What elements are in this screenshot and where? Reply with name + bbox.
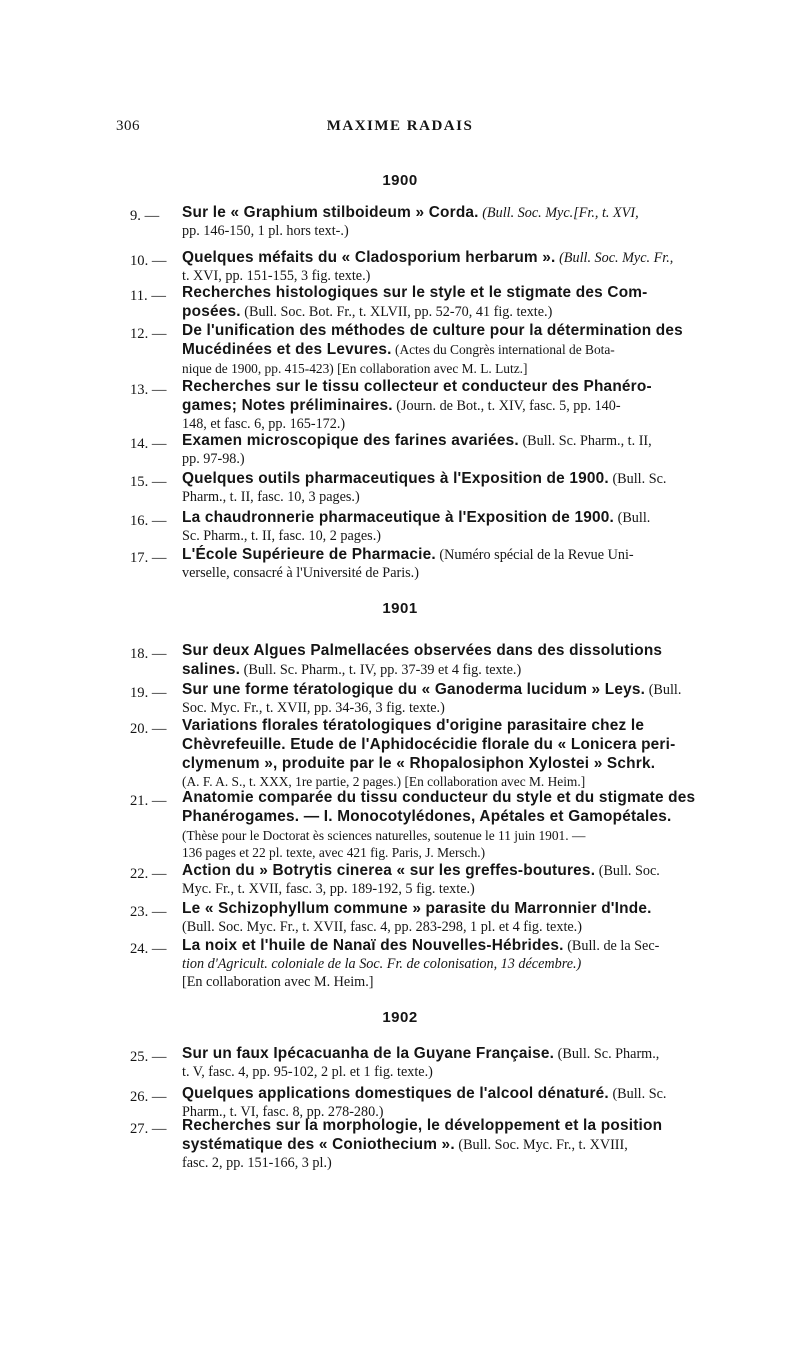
entry-reference: (Bull. [645,682,682,698]
entry-reference: (Bull. Soc. Myc. Fr., [555,250,674,266]
entry-reference: pp. 97-98.) [182,450,245,467]
entry-title: systématique des « Coniothecium ». [182,1135,455,1153]
entry-title: Recherches sur le tissu collecteur et conducteur des Phanéro- [182,378,652,395]
entry-reference: 136 pages et 22 pl. texte, avec 421 fig. Paris, J. Mersch.) [182,845,486,861]
entry-reference: t. XVI, pp. 151-155, 3 fig. texte.) [182,267,371,284]
entry-reference: verselle, consacré à l'Université de Paris.) [182,564,419,581]
entry-title: Recherches sur la morphologie, le développement et la position [182,1117,663,1134]
entry-number: 27. — [130,1121,167,1137]
bibliography-entry-25 [130,1045,738,1082]
entry-number: 18. — [130,646,167,662]
entry-reference: (Bull. Sc. Pharm., t. IV, pp. 37-39 et 4 fig. texte.) [240,661,522,678]
entry-title: salines. [182,660,241,678]
entry-title: Quelques outils pharmaceutiques à l'Exposition de 1900. [182,470,609,487]
entry-reference: Soc. Myc. Fr., t. XVII, pp. 34-36, 3 fig. texte.) [182,699,445,716]
entry-title: Variations florales tératologiques d'origine parasitaire chez le [182,717,645,734]
bibliography-entry-14 [130,432,738,469]
entry-reference: (Thèse pour le Doctorat ès sciences naturelles, soutenue le 11 juin 1901. — [182,827,586,843]
entry-reference: (Bull. de la Sec- [563,938,660,954]
entry-reference: Myc. Fr., t. XVII, fasc. 3, pp. 189-192, 5 fig. texte.) [182,880,475,897]
bibliography-entry-13 [130,378,738,433]
entry-title: Sur une forme tératologique du « Ganoderma lucidum » Leys. [182,681,646,698]
entry-reference: (Bull. Soc. Myc. Fr., t. XVII, fasc. 4, pp. 283-298, 1 pl. et 4 fig. texte.) [182,918,582,935]
entry-number: 22. — [130,866,167,882]
entry-reference: t. V, fasc. 4, pp. 95-102, 2 pl. et 1 fig. texte.) [182,1063,433,1080]
entry-reference: fasc. 2, pp. 151-166, 3 pl.) [182,1154,332,1171]
running-title: MAXIME RADAIS [326,118,474,134]
entry-reference: (Bull. Soc. Myc.[Fr., t. XVI, [478,205,639,221]
year-heading-1901: 1901 [382,600,418,617]
entry-reference: (Numéro spécial de la Revue Uni- [435,547,634,563]
entry-number: 17. — [130,550,167,566]
entry-number: 24. — [130,941,167,957]
entry-title: Le « Schizophyllum commune » parasite du Marronnier d'Inde. [182,900,652,917]
entry-title: Sur le « Graphium stilboideum » Corda. [182,204,479,221]
entry-title: games; Notes préliminaires. [182,396,393,414]
page-number: 306 [116,118,140,134]
bibliography-entry-22 [130,862,738,899]
entry-number: 10. — [130,253,167,269]
entry-title: La chaudronnerie pharmaceutique à l'Exposition de 1900. [182,509,615,526]
entry-reference: (A. F. A. S., t. XXX, 1re partie, 2 pages.) [En collaboration avec M. Heim.] [182,774,586,790]
entry-title: Action du » Botrytis cinerea « sur les greffes-boutures. [182,862,596,879]
bibliography-entry-12 [130,322,738,377]
entry-title: Sur un faux Ipécacuanha de la Guyane Française. [182,1045,555,1062]
entry-reference: Sc. Pharm., t. II, fasc. 10, 2 pages.) [182,527,381,544]
entry-number: 23. — [130,904,167,920]
bibliography-entry-9 [130,204,738,241]
entry-title: Sur deux Algues Palmellacées observées dans des dissolutions [182,642,663,659]
entry-title: Examen microscopique des farines avariées. [182,432,519,449]
entry-reference: (Bull. Sc. Pharm., t. II, [518,433,652,449]
entry-number: 25. — [130,1049,167,1065]
entry-reference: tion d'Agricult. coloniale de la Soc. Fr. de colonisation, 13 décembre.) [182,955,582,972]
entry-reference: pp. 146-150, 1 pl. hors text-.) [182,222,349,239]
entry-title: L'École Supérieure de Pharmacie. [182,546,436,563]
entry-reference: (Bull. Soc. [595,863,660,879]
bibliography-entry-17 [130,546,738,583]
entry-reference: (Bull. Sc. Pharm., [554,1046,660,1062]
entry-number: 15. — [130,474,167,490]
bibliography-entry-27 [130,1117,738,1172]
entry-title: clymenum », produite par le « Rhopalosiphon Xylostei » Schrk. [182,754,656,772]
entry-reference: Pharm., t. II, fasc. 10, 3 pages.) [182,488,360,505]
entry-number: 20. — [130,721,167,737]
year-heading-1902: 1902 [382,1009,418,1026]
entry-number: 11. — [130,288,166,304]
entry-reference: (Actes du Congrès international de Bota- [391,341,615,357]
page-header [0,118,800,142]
bibliography-entry-16 [130,509,738,546]
bibliography-entry-20 [130,717,738,791]
entry-reference: nique de 1900, pp. 415-423) [En collaboration avec M. L. Lutz.] [182,360,528,376]
entry-title: De l'unification des méthodes de culture pour la détermination des [182,322,683,339]
entry-reference: (Bull. Sc. [608,1086,667,1102]
bibliography-entry-15 [130,470,738,507]
entry-title: posées. [182,302,241,320]
entry-number: 26. — [130,1089,167,1105]
entry-number: 21. — [130,793,167,809]
entry-title: Phanérogames. — I. Monocotylédones, Apétales et Gamopétales. [182,807,672,825]
entry-title: Recherches histologiques sur le style et le stigmate des Com- [182,284,648,301]
entry-reference: (Bull. Sc. [608,471,667,487]
entry-number: 19. — [130,685,167,701]
bibliography-entry-18 [130,642,738,680]
bibliography-entry-11 [130,284,738,322]
bibliography-entry-23 [130,900,738,937]
entry-reference: 148, et fasc. 6, pp. 165-172.) [182,415,346,432]
year-heading-1900: 1900 [382,172,418,189]
entry-title: Quelques méfaits du « Cladosporium herbarum ». [182,249,556,266]
entry-title: Anatomie comparée du tissu conducteur du style et du stigmate des [182,789,696,806]
entry-number: 9. — [130,208,160,224]
entry-reference: [En collaboration avec M. Heim.] [182,973,374,990]
bibliography-entry-24 [130,937,738,991]
entry-title: Chèvrefeuille. Etude de l'Aphidocécidie florale du « Lonicera peri- [182,735,676,753]
entry-title: Mucédinées et des Levures. [182,340,392,358]
entry-reference: Pharm., t. VI, fasc. 8, pp. 278-280.) [182,1103,384,1120]
bibliography-entry-10 [130,249,738,286]
bibliography-entry-21 [130,789,738,862]
entry-number: 14. — [130,436,167,452]
entry-reference: (Bull. Soc. Bot. Fr., t. XLVII, pp. 52-70, 41 fig. texte.) [240,303,553,320]
entry-reference: (Bull. [614,510,651,526]
entry-title: Quelques applications domestiques de l'alcool dénaturé. [182,1085,609,1102]
entry-number: 16. — [130,513,167,529]
entry-reference: (Bull. Soc. Myc. Fr., t. XVIII, [454,1136,628,1153]
entry-number: 13. — [130,382,167,398]
entry-title: La noix et l'huile de Nanaï des Nouvelles-Hébrides. [182,937,564,954]
entry-reference: (Journ. de Bot., t. XIV, fasc. 5, pp. 140- [392,397,621,414]
bibliography-entry-19 [130,681,738,718]
entry-number: 12. — [130,326,167,342]
